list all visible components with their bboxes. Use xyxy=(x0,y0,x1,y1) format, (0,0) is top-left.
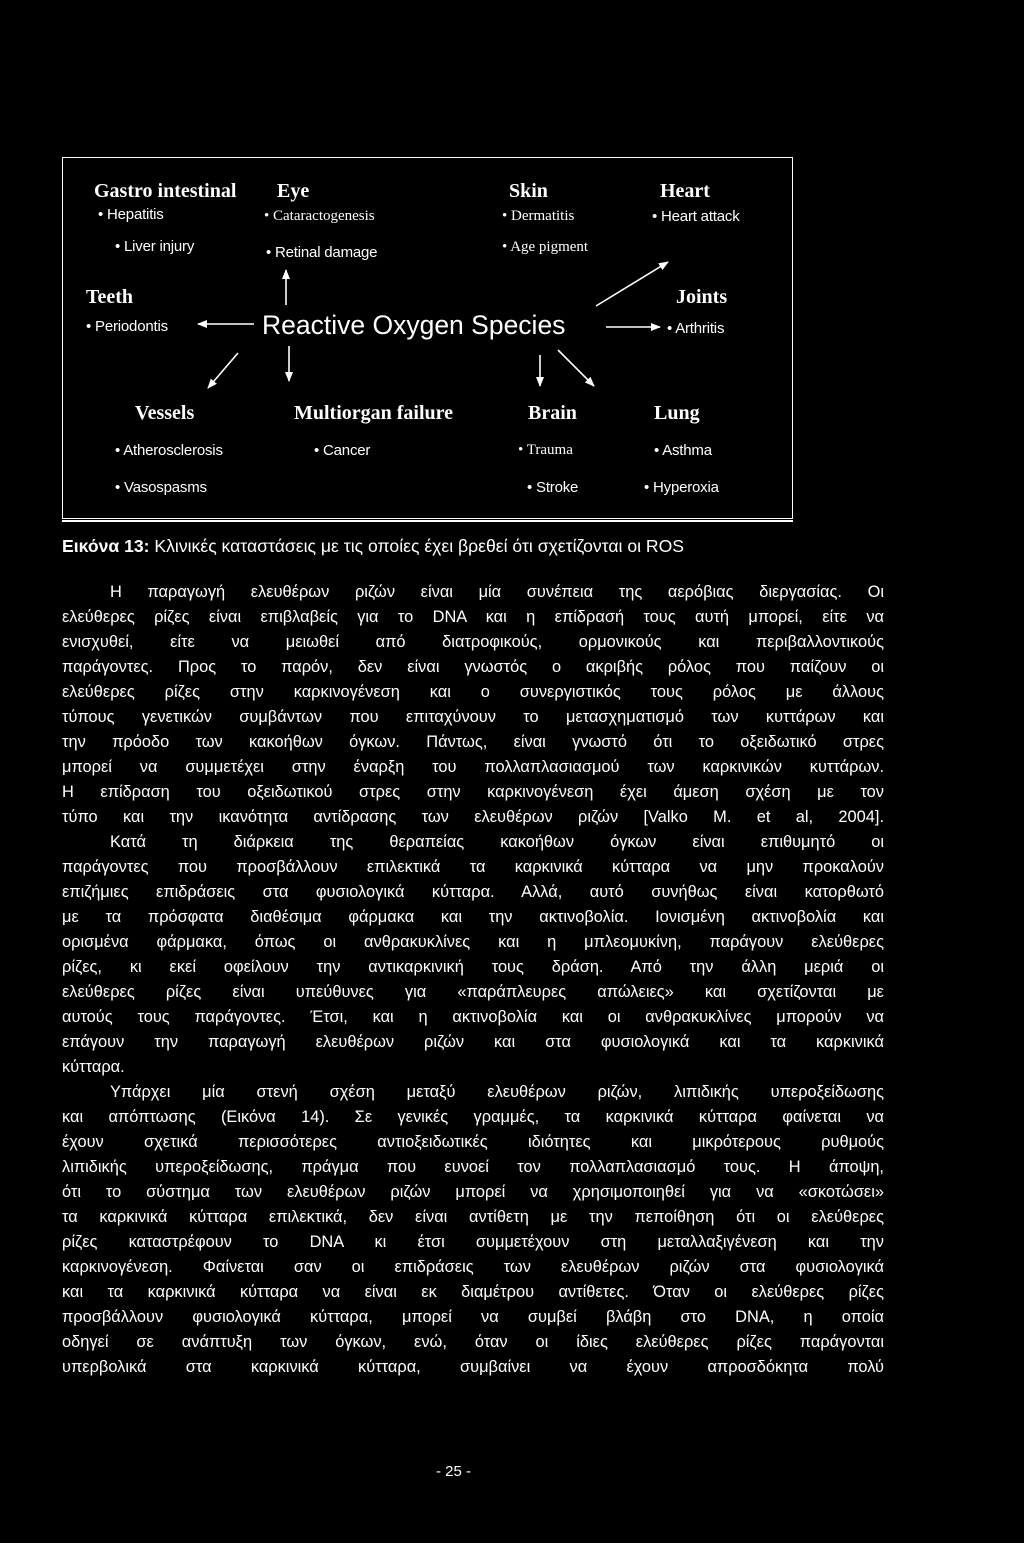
item-cataractogenesis: • Cataractogenesis xyxy=(264,208,375,224)
heading-gastro-intestinal: Gastro intestinal xyxy=(94,180,237,202)
body-line: ρίζες, κι εκεί οφείλουν την αντικαρκινική τους δράση. Από την άλλη μεριά οι xyxy=(62,958,884,976)
item-cancer: • Cancer xyxy=(314,442,371,459)
item-age-pigment: • Age pigment xyxy=(502,239,589,255)
heading-eye: Eye xyxy=(277,180,310,202)
heading-heart: Heart xyxy=(660,180,710,202)
item-atherosclerosis: • Atherosclerosis xyxy=(115,442,223,459)
body-line: ελεύθερες ρίζες είναι επιβλαβείς για το DNA και η επίδρασή τους αυτή μπορεί, είτε να xyxy=(62,608,884,626)
item-hepatitis: • Hepatitis xyxy=(98,206,164,223)
item-asthma: • Asthma xyxy=(654,442,712,459)
body-line: και τα καρκινικά κύτταρα να είναι εκ διαμέτρου αντίθετες. Όταν οι ελεύθερες ρίζες xyxy=(62,1283,884,1301)
body-line: παράγοντες που προσβάλλουν επιλεκτικά τα καρκινικά κύτταρα να μην προκαλούν xyxy=(62,858,884,876)
body-line: υπερβολικά στα καρκινικά κύτταρα, συμβαίνει να έχουν απροσδόκητα πολύ xyxy=(62,1358,884,1376)
item-dermatitis: • Dermatitis xyxy=(502,208,575,224)
reactive-oxygen-species-label: Reactive Oxygen Species xyxy=(262,310,566,340)
heading-joints: Joints xyxy=(676,286,728,308)
body-line: ρίζες καταστρέφουν το DNA κι έτσι συμμετέχουν στη μεταλλαξιγένεση και την xyxy=(62,1233,884,1251)
body-line: επάγουν την παραγωγή ελευθέρων ριζών και στα φυσιολογικά και τα καρκινικά xyxy=(62,1033,884,1051)
body-line: προσβάλλουν φυσιολογικά κύτταρα, μπορεί να συμβεί βλάβη στο DNA, η οποία xyxy=(62,1308,884,1326)
body-line: καρκινογένεση. Φαίνεται σαν οι επιδράσεις των ελευθέρων ριζών στα φυσιολογικά xyxy=(62,1258,884,1276)
figure-caption: Εικόνα 13: Κλινικές καταστάσεις με τις οποίες έχει βρεθεί ότι σχετίζονται οι ROS xyxy=(62,536,685,556)
body-line: ορισμένα φάρμακα, όπως οι ανθρακυκλίνες και η μπλεομυκίνη, παράγουν ελεύθερες xyxy=(62,933,884,951)
body-line: Η επίδραση του οξειδωτικού στρες στην καρκινογένεση έχει άμεση σχέση με τον xyxy=(62,783,884,801)
item-heart-attack: • Heart attack xyxy=(652,208,740,225)
body-line: την πρόοδο των κακοήθων όγκων. Πάντως, είναι γνωστό ότι το οξειδωτικό στρες xyxy=(62,733,884,751)
body-line: ενισχυθεί, είτε να μειωθεί από διατροφικούς, ορμονικούς και περιβαλλοντικούς xyxy=(62,633,884,651)
body-line: αυτούς τους παράγοντες. Έτσι, και η ακτινοβολία και οι ανθρακυκλίνες μπορούν να xyxy=(62,1008,884,1026)
item-stroke: • Stroke xyxy=(527,479,579,496)
body-line: ελεύθερες ρίζες είναι υπεύθυνες για «παράπλευρες απώλειες» και σχετίζονται με xyxy=(62,983,884,1001)
body-line: Η παραγωγή ελευθέρων ριζών είναι μία συνέπεια της αερόβιας διεργασίας. Οι xyxy=(110,583,884,601)
page-number: - 25 - xyxy=(436,1463,472,1480)
body-line: κύτταρα. xyxy=(62,1058,125,1076)
heading-skin: Skin xyxy=(509,180,548,202)
body-line: οδηγεί σε ανάπτυξη των όγκων, ενώ, όταν οι ίδιες ελεύθερες ρίζες παράγονται xyxy=(62,1333,884,1351)
body-line: και απόπτωσης (Εικόνα 14). Σε γενικές γραμμές, τα καρκινικά κύτταρα φαίνεται να xyxy=(62,1108,884,1126)
body-line: επιζήμιες επιδράσεις στα φυσιολογικά κύτταρα. Αλλά, αυτό συνήθως είναι κατορθωτό xyxy=(62,883,884,901)
item-vasospasms: • Vasospasms xyxy=(115,479,207,496)
heading-lung: Lung xyxy=(654,402,700,424)
item-trauma: • Trauma xyxy=(518,442,573,458)
item-arthritis: • Arthritis xyxy=(667,320,725,337)
item-hyperoxia: • Hyperoxia xyxy=(644,479,719,496)
body-line: ότι το σύστημα των ελευθέρων ριζών μπορεί να χρησιμοποιηθεί για να «σκοτώσει» xyxy=(62,1183,884,1201)
body-line: με τα πρόσφατα διαθέσιμα φάρμακα και την ακτινοβολία. Ιονισμένη ακτινοβολία και xyxy=(62,908,884,926)
body-line: λιπιδικής υπεροξείδωσης, πράγμα που ευνοεί τον πολλαπλασιασμό τους. Η άποψη, xyxy=(62,1158,884,1176)
body-line: ελεύθερες ρίζες στην καρκινογένεση και ο συνεργιστικός τους ρόλος με άλλους xyxy=(62,683,884,701)
heading-vessels: Vessels xyxy=(135,402,195,424)
heading-brain: Brain xyxy=(528,402,577,424)
body-line: τύπο και την ικανότητα αντίδρασης των ελευθέρων ριζών [Valko M. et al, 2004]. xyxy=(62,808,884,826)
item-retinal-damage: • Retinal damage xyxy=(266,244,378,261)
body-line: τα καρκινικά κύτταρα επιλεκτικά, δεν είναι αντίθετη με την πεποίθηση ότι οι ελεύθερες xyxy=(62,1208,884,1226)
item-periodontis: • Periodontis xyxy=(86,318,168,335)
item-liver-injury: • Liver injury xyxy=(115,238,195,255)
figure-divider xyxy=(62,520,793,522)
body-line: Κατά τη διάρκεια της θεραπείας κακοήθων όγκων είναι επιθυμητό οι xyxy=(110,833,884,851)
body-line: Υπάρχει μία στενή σχέση μεταξύ ελευθέρων ριζών, λιπιδικής υπεροξείδωσης xyxy=(110,1083,884,1101)
heading-multiorgan-failure: Multiorgan failure xyxy=(294,402,454,424)
body-line: έχουν σχετικά περισσότερες αντιοξειδωτικές ιδιότητες και μικρότερους ρυθμούς xyxy=(62,1133,884,1151)
heading-teeth: Teeth xyxy=(86,286,134,308)
body-line: μπορεί να συμμετέχει στην έναρξη του πολλαπλασιασμού των καρκινικών κυττάρων. xyxy=(62,758,884,776)
body-line: παράγοντες. Προς το παρόν, δεν είναι γνωστός ο ακριβής ρόλος που παίζουν οι xyxy=(62,658,884,676)
body-line: τύπους γενετικών συμβάντων που επιταχύνουν το μετασχηματισμό των κυττάρων και xyxy=(62,708,884,726)
